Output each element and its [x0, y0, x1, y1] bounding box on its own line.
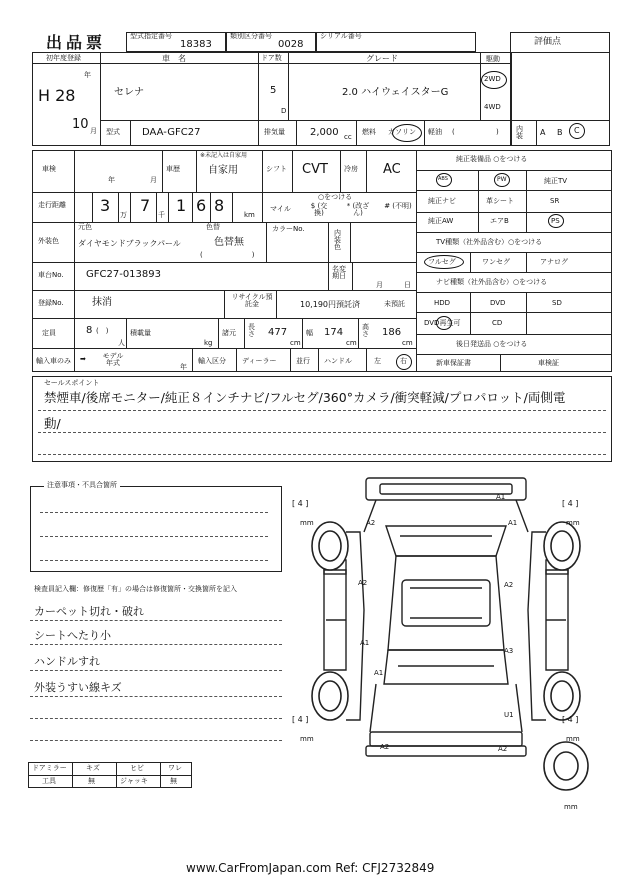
tire-depth-rl: [ 4 ]: [292, 715, 309, 724]
model-year-unit: 年: [180, 363, 187, 371]
dims-label: 諸元: [222, 329, 236, 337]
color-no-label: カラーNo.: [272, 225, 305, 233]
color-change-label: 色替: [206, 223, 220, 231]
footer-watermark: www.CarFromJapan.com Ref: CFJ2732849: [186, 861, 435, 875]
car-name-label: 車 名: [162, 54, 186, 63]
legend-h3: ヒビ: [130, 764, 144, 772]
handle-label: ハンドル: [324, 357, 352, 365]
tv-oneseg: ワンセグ: [482, 258, 510, 266]
sales-point-box: [32, 376, 612, 462]
gasoline: ガソリン: [388, 128, 416, 136]
model-label: 型式: [106, 128, 120, 136]
color-change: 色替無: [214, 237, 244, 248]
tire-depth-fl-unit: mm: [300, 519, 314, 527]
width-cm: cm: [346, 339, 357, 347]
mile-option-unknown: # (不明): [384, 202, 412, 210]
tire-depth-rr-unit: mm: [566, 735, 580, 743]
damage-mark-11: A2: [498, 745, 508, 753]
equip-navi: 純正ナビ: [428, 197, 456, 205]
mile-mark-note: ○をつける: [318, 193, 353, 201]
damage-mark-4: A2: [358, 579, 368, 587]
name-change-label: 名変期日: [332, 265, 346, 280]
chassis-label: 車台No.: [38, 271, 64, 279]
mile-option-exchange: $ (交換): [310, 202, 328, 217]
mileage-label: 走行距離: [38, 201, 66, 209]
damage-mark-8: A1: [374, 669, 384, 677]
later-warranty: 新車保証書: [436, 359, 471, 367]
spare-tire-unit: mm: [564, 803, 578, 811]
tire-depth-rl-unit: mm: [300, 735, 314, 743]
length-cm: cm: [290, 339, 301, 347]
interior-grade-a: A: [540, 128, 546, 137]
load-label: 積載量: [130, 329, 151, 337]
cc-unit: cc: [344, 133, 352, 141]
man-unit: 万: [120, 211, 127, 219]
rating-label: 評価点: [534, 37, 562, 47]
notes-label: 注意事項・不具合箇所: [44, 482, 120, 489]
navi-dvd: DVD: [490, 299, 506, 307]
damage-mark-7: A3: [504, 647, 514, 655]
damage-mark-1: A1: [496, 493, 506, 501]
tire-depth-rr: [ 4 ]: [562, 715, 579, 724]
first-reg-year: H 28: [38, 86, 76, 105]
mileage-digit-3: 1: [176, 196, 187, 215]
month-unit: 月: [90, 127, 97, 135]
mileage-digit-4: 6: [196, 196, 207, 215]
equip-sr: SR: [550, 197, 560, 205]
usage: 自家用: [208, 165, 238, 176]
name-change-month: 月: [376, 281, 383, 289]
legend-h4: ワレ: [168, 764, 182, 772]
damage-mark-6: A1: [360, 639, 370, 647]
recycle-label: リサイクル預託金: [231, 293, 273, 308]
navi-dvd-play: DVD再生可: [424, 319, 461, 327]
registration-label: 登録No.: [38, 299, 64, 307]
equip-airbag: エアB: [490, 217, 509, 225]
equip-aw: 純正AW: [428, 217, 454, 225]
equip-pw: PW: [497, 176, 507, 183]
mile-option-tampered: * (改ざん): [346, 202, 370, 217]
shaken-month-unit: 月: [150, 176, 157, 184]
navi-sd: SD: [552, 299, 562, 307]
import-arrow: ➡: [80, 355, 86, 363]
registration: 抹消: [92, 297, 112, 308]
legend-v4: 無: [170, 777, 177, 785]
inspector-line-1: カーペット切れ・破れ: [34, 605, 144, 618]
name-change-day: 日: [404, 281, 411, 289]
genuine-label: 純正装備品 ○をつける: [456, 155, 528, 163]
sales-line-1: 禁煙車/後席モニター/純正８インチナビ/フルセグ/360°カメラ/衝突軽減/プロパロット/両側電: [44, 390, 566, 405]
interior-color-label: 内装色: [334, 229, 341, 251]
person-unit: 人: [118, 339, 125, 347]
length-label: 長さ: [248, 323, 255, 338]
sheet-title: 出品票: [46, 33, 107, 52]
drive-2wd: 2WD: [484, 75, 501, 83]
color-orig: ダイヤモンドブラックパール: [78, 239, 181, 248]
grade-label: グレード: [366, 54, 398, 63]
width-label: 幅: [306, 329, 313, 337]
first-reg-month: 10: [72, 117, 89, 132]
parallel: 並行: [296, 357, 310, 365]
year-unit: 年: [84, 71, 91, 79]
drive-label: 駆動: [486, 55, 500, 63]
capacity: 8: [86, 325, 93, 336]
damage-mark-9: U1: [504, 711, 514, 719]
damage-mark-2: A2: [366, 519, 376, 527]
light-oil: 軽油: [428, 128, 442, 136]
navi-label: ナビ種類（社外品含む）○をつける: [436, 278, 548, 286]
recycle-unpaid: 未預託: [384, 300, 405, 308]
shaken-label: 車検: [42, 165, 56, 173]
capacity-paren: ( ): [96, 327, 109, 335]
sales-line-2: 動/: [44, 416, 61, 431]
handle-left: 左: [374, 357, 381, 365]
height-cm: cm: [402, 339, 413, 347]
km-unit: km: [244, 211, 255, 219]
navi-hdd: HDD: [434, 299, 451, 307]
model-year-label: モデル年式: [102, 352, 124, 367]
cooler: AC: [383, 162, 401, 177]
import-label: 輸入車のみ: [36, 357, 71, 365]
grade: 2.0 ハイウェイスターG: [342, 87, 449, 98]
legend-h2: キズ: [86, 764, 100, 772]
shaken-year-unit: 年: [108, 176, 115, 184]
legend-v3: ジャッキ: [120, 777, 148, 785]
fuel-label: 燃料: [362, 128, 376, 136]
legend-v2: 無: [88, 777, 95, 785]
tire-depth-fl: [ 4 ]: [292, 499, 309, 508]
type-number-label: 型式指定番号: [130, 32, 172, 40]
usage-note: ※未記入は自家用: [200, 152, 248, 159]
capacity-label: 定員: [42, 329, 56, 337]
later-label: 後日発送品 ○をつける: [456, 340, 528, 348]
sales-label: セールスポイント: [44, 379, 100, 387]
shift: CVT: [302, 162, 328, 177]
length: 477: [268, 327, 288, 338]
doors-label: ドア数: [261, 54, 282, 62]
damage-mark-10: A2: [380, 743, 390, 751]
class-number: 0028: [278, 39, 304, 50]
interior-label: 内装: [516, 125, 523, 140]
height: 186: [382, 327, 402, 338]
inspector-line-3: ハンドルすれ: [34, 655, 100, 668]
displacement: 2,000: [310, 127, 339, 138]
car-name: セレナ: [114, 87, 144, 98]
sen-unit: 千: [158, 211, 165, 219]
inspector-line-4: 外装うすい線キズ: [34, 681, 122, 694]
paren-close: ): [496, 128, 499, 136]
cooler-label: 冷房: [344, 165, 358, 173]
first-reg-label: 初年度登録: [46, 54, 81, 62]
damage-mark-3: A1: [508, 519, 518, 527]
model: DAA-GFC27: [142, 127, 201, 138]
recycle-amount: 10,190円預託済: [300, 300, 360, 309]
width: 174: [324, 327, 344, 338]
height-label: 高さ: [362, 323, 369, 338]
displacement-label: 排気量: [264, 128, 285, 136]
mile-label: マイル: [270, 205, 291, 213]
drive-4wd: 4WD: [484, 103, 501, 111]
navi-cd: CD: [492, 319, 503, 327]
tire-depth-fr: [ 4 ]: [562, 499, 579, 508]
tire-depth-fr-unit: mm: [566, 519, 580, 527]
usage-label: 車歴: [166, 165, 180, 173]
mileage-digit-5: 8: [214, 196, 225, 215]
paren-color: ( ): [200, 251, 255, 259]
legend-h1: ドアミラー: [32, 764, 67, 772]
tv-analog: アナログ: [540, 258, 568, 266]
serial-number-label: シリアル番号: [320, 32, 362, 40]
import-cat-label: 輸入区分: [198, 357, 226, 365]
interior-grade-c: C: [574, 126, 580, 135]
equip-abs: ABS: [438, 176, 448, 182]
doors: 5: [270, 85, 277, 96]
legend-v1: 工具: [42, 777, 56, 785]
equip-leather: 革シート: [486, 197, 514, 205]
inspector-line-2: シートへたり小: [34, 629, 111, 642]
damage-mark-5: A2: [504, 581, 514, 589]
later-shaken: 車検証: [538, 359, 559, 367]
type-number: 18383: [180, 39, 212, 50]
tv-label: TV種類（社外品含む）○をつける: [436, 238, 543, 246]
equip-tv: 純正TV: [544, 177, 568, 185]
inspector-label: 検査員記入欄：修復歴「有」の場合は修復箇所・交換箇所を記入: [34, 585, 237, 593]
paren-open: (: [452, 128, 455, 136]
color-orig-label: 元色: [78, 223, 92, 231]
dealer: ディーラー: [242, 357, 277, 365]
mileage-digit-1: 3: [100, 196, 111, 215]
color-label: 外装色: [38, 237, 59, 245]
handle-right: 右: [400, 357, 407, 365]
mileage-digit-2: 7: [140, 196, 151, 215]
equip-ps: PS: [551, 217, 560, 225]
door-suffix: D: [281, 107, 287, 115]
interior-grade-b: B: [557, 128, 563, 137]
class-number-label: 類別区分番号: [230, 32, 272, 40]
chassis: GFC27-013893: [86, 269, 161, 280]
tv-fullseg: フルセグ: [428, 258, 456, 266]
kg-unit: kg: [204, 339, 213, 347]
shift-label: シフト: [266, 165, 287, 173]
